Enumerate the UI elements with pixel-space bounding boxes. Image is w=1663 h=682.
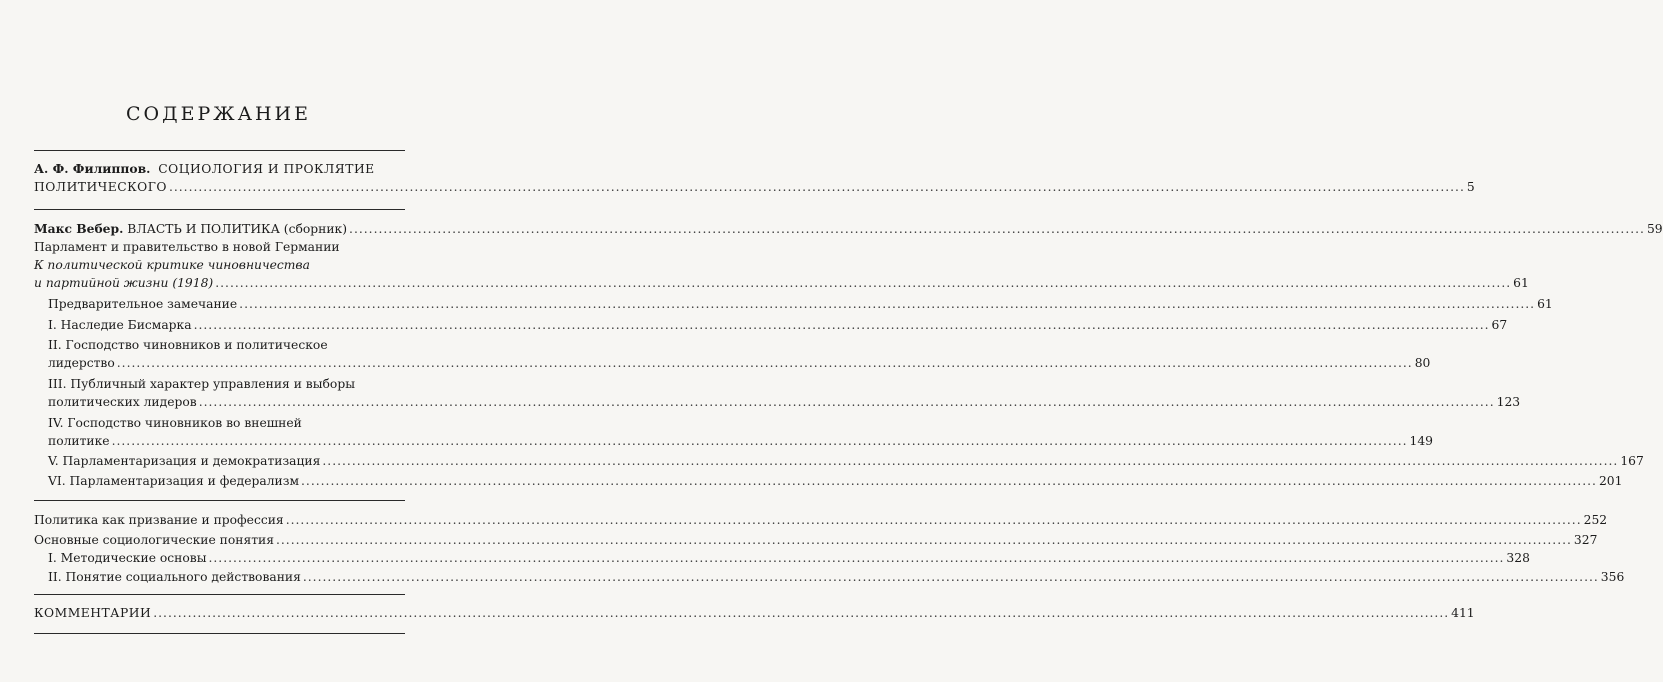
entry-label: К политической критике чиновничества bbox=[34, 258, 310, 272]
entry-label: V. Парламентаризация и демократизация bbox=[48, 454, 321, 468]
toc-entry-federalism[interactable] bbox=[48, 472, 1623, 490]
page-number: 167 bbox=[1620, 454, 1644, 468]
entry-label: КОММЕНТАРИИ bbox=[34, 606, 152, 620]
entry-label: II. Господство чиновников и политическое bbox=[48, 338, 328, 352]
leader-dots bbox=[112, 432, 1408, 450]
leader-dots bbox=[322, 452, 1618, 470]
toc-entry-foreign[interactable] bbox=[48, 432, 1433, 450]
toc-entry-officials-line1 bbox=[48, 336, 405, 354]
entry-label: Парламент и правительство в новой Германии bbox=[34, 240, 340, 254]
entry-label: III. Публичный характер управления и выборы bbox=[48, 377, 355, 391]
divider-bottom bbox=[34, 633, 405, 634]
page-title: СОДЕРЖАНИЕ bbox=[126, 103, 311, 125]
entry-label: I. Методические основы bbox=[48, 551, 207, 565]
toc-entry-foreign-line1 bbox=[48, 414, 405, 432]
page-number: 5 bbox=[1466, 180, 1475, 194]
toc-entry-social-action[interactable] bbox=[48, 568, 1625, 586]
page-number: 67 bbox=[1491, 318, 1508, 332]
entry-label: Политика как призвание и профессия bbox=[34, 513, 284, 527]
entry-label: II. Понятие социального действования bbox=[48, 570, 301, 584]
entry-label: Основные социологические понятия bbox=[34, 533, 274, 547]
entry-label bbox=[34, 220, 347, 238]
toc-entry-officials[interactable] bbox=[48, 354, 1431, 372]
toc-entry-vocation[interactable] bbox=[34, 511, 1608, 529]
entry-label bbox=[34, 160, 375, 178]
leader-dots bbox=[208, 549, 1504, 567]
divider bbox=[34, 209, 405, 210]
toc-entry-basic-concepts[interactable] bbox=[34, 531, 1598, 549]
entry-label: политике bbox=[48, 434, 110, 448]
author-name: А. Ф. Филиппов. bbox=[34, 161, 151, 176]
toc-entry-filippov-line1 bbox=[34, 160, 405, 178]
leader-dots bbox=[349, 220, 1645, 238]
work-title: СОЦИОЛОГИЯ И ПРОКЛЯТИЕ bbox=[158, 162, 375, 176]
entry-label: ПОЛИТИЧЕСКОГО bbox=[34, 180, 167, 194]
page-number: 61 bbox=[1513, 276, 1529, 290]
toc-entry-weber[interactable] bbox=[34, 220, 1663, 238]
leader-dots bbox=[117, 354, 1413, 372]
leader-dots bbox=[303, 568, 1599, 586]
leader-dots bbox=[199, 393, 1495, 411]
toc-entry-preliminary[interactable] bbox=[48, 295, 1553, 313]
leader-dots bbox=[276, 531, 1572, 549]
page-number: 328 bbox=[1506, 551, 1530, 565]
page-number: 327 bbox=[1573, 533, 1598, 547]
page-number: 149 bbox=[1409, 434, 1433, 448]
leader-dots bbox=[169, 178, 1465, 196]
divider-top bbox=[34, 150, 405, 151]
page-number: 80 bbox=[1414, 356, 1431, 370]
page-number: 356 bbox=[1600, 570, 1625, 584]
page-number: 411 bbox=[1451, 606, 1475, 620]
page-number: 252 bbox=[1583, 513, 1608, 527]
divider bbox=[34, 500, 405, 501]
entry-label: IV. Господство чиновников во внешней bbox=[48, 416, 302, 430]
leader-dots bbox=[286, 511, 1582, 529]
leader-dots bbox=[215, 274, 1511, 292]
work-title: ВЛАСТЬ И ПОЛИТИКА (сборник) bbox=[127, 222, 348, 236]
entry-label: Предварительное замечание bbox=[48, 297, 238, 311]
page-number: 59 bbox=[1646, 222, 1663, 236]
author-name: Макс Вебер. bbox=[34, 221, 124, 236]
page-number: 123 bbox=[1496, 395, 1521, 409]
leader-dots bbox=[153, 604, 1449, 622]
toc-entry-comments[interactable] bbox=[34, 604, 1475, 622]
entry-label: и партийной жизни (1918) bbox=[34, 276, 214, 290]
toc-entry-public-line1 bbox=[48, 375, 405, 393]
toc-entry-critique[interactable] bbox=[34, 274, 1529, 292]
toc-entry-filippov[interactable] bbox=[34, 178, 1475, 196]
leader-dots bbox=[194, 316, 1490, 334]
entry-label: I. Наследие Бисмарка bbox=[48, 318, 192, 332]
toc-entry-parliament bbox=[34, 238, 405, 256]
toc-entry-methodical[interactable] bbox=[48, 549, 1530, 567]
toc-entry-critique-line1 bbox=[34, 256, 405, 274]
toc-entry-public[interactable] bbox=[48, 393, 1521, 411]
page-number: 61 bbox=[1537, 297, 1553, 311]
divider bbox=[34, 594, 405, 595]
leader-dots bbox=[239, 295, 1535, 313]
toc-entry-bismarck[interactable] bbox=[48, 316, 1508, 334]
page-number: 201 bbox=[1598, 474, 1623, 488]
entry-label: лидерство bbox=[48, 356, 115, 370]
leader-dots bbox=[301, 472, 1597, 490]
entry-label: политических лидеров bbox=[48, 395, 197, 409]
toc-entry-democratization[interactable] bbox=[48, 452, 1644, 470]
entry-label: VI. Парламентаризация и федерализм bbox=[48, 474, 300, 488]
